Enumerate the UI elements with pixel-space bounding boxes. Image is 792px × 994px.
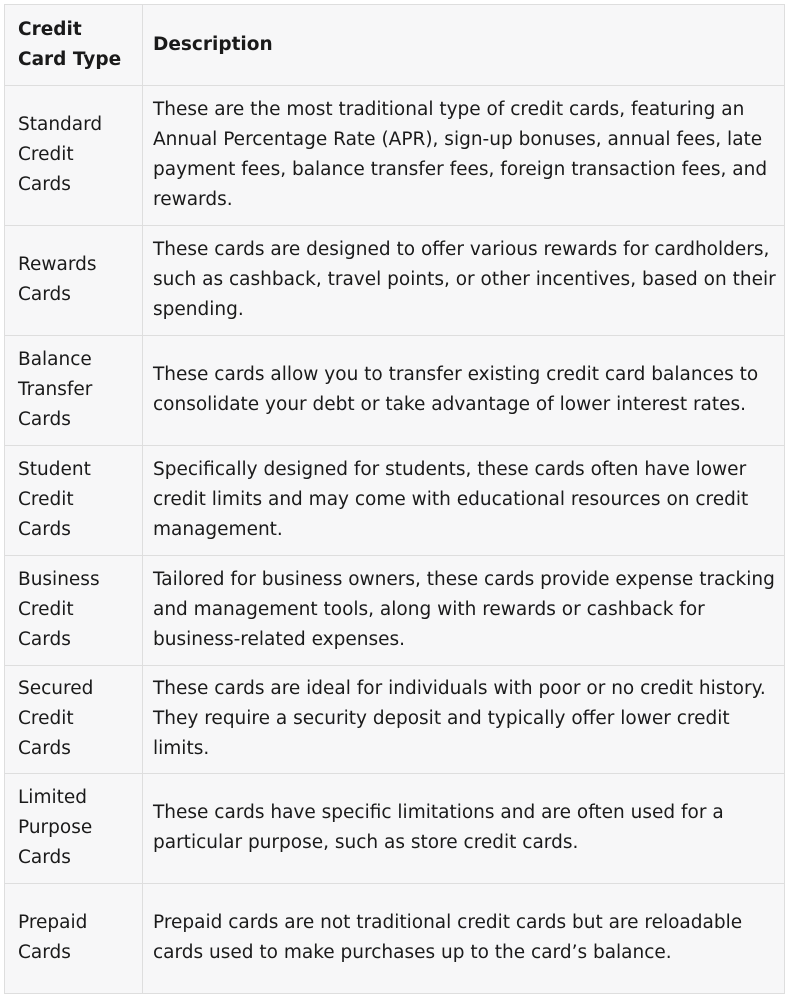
card-type-cell: Business Credit Cards — [5, 556, 143, 666]
table-row — [5, 556, 785, 666]
card-type-cell: Limited Purpose Cards — [5, 774, 143, 884]
table-row — [5, 774, 785, 884]
card-type-cell: Prepaid Cards — [5, 884, 143, 994]
card-type-cell: Secured Credit Cards — [5, 666, 143, 774]
description-cell: These cards are ideal for individuals with poor or no credit history. They require a security deposit and typically offer lower credit limits. — [143, 666, 785, 774]
description-cell: Specifically designed for students, these cards often have lower credit limits and may come with educational resources on credit management. — [143, 446, 785, 556]
card-type-cell: Student Credit Cards — [5, 446, 143, 556]
credit-card-types-table-container — [4, 4, 784, 994]
credit-card-types-table — [4, 4, 785, 994]
table-row — [5, 226, 785, 336]
table-row — [5, 86, 785, 226]
header-description: Description — [143, 5, 785, 86]
description-cell: Prepaid cards are not traditional credit cards but are reloadable cards used to make purchases up to the card’s balance. — [143, 884, 785, 994]
description-cell: Tailored for business owners, these cards provide expense tracking and management tools, along with rewards or cashback for business-related expenses. — [143, 556, 785, 666]
card-type-cell: Standard Credit Cards — [5, 86, 143, 226]
description-cell: These cards have specific limitations and are often used for a particular purpose, such as store credit cards. — [143, 774, 785, 884]
table-row — [5, 336, 785, 446]
header-row — [5, 5, 785, 86]
description-cell: These are the most traditional type of credit cards, featuring an Annual Percentage Rate (APR), sign-up bonuses, annual fees, late payment fees, balance transfer fees, foreign transaction fees, and rewards. — [143, 86, 785, 226]
header-credit-card-type: Credit Card Type — [5, 5, 143, 86]
description-cell: These cards allow you to transfer existing credit card balances to consolidate your debt or take advantage of lower interest rates. — [143, 336, 785, 446]
table-row — [5, 884, 785, 994]
card-type-cell: Rewards Cards — [5, 226, 143, 336]
card-type-cell: Balance Transfer Cards — [5, 336, 143, 446]
table-row — [5, 446, 785, 556]
description-cell: These cards are designed to offer various rewards for cardholders, such as cashback, travel points, or other incentives, based on their spending. — [143, 226, 785, 336]
table-body — [5, 86, 785, 994]
table-header — [5, 5, 785, 86]
table-row — [5, 666, 785, 774]
